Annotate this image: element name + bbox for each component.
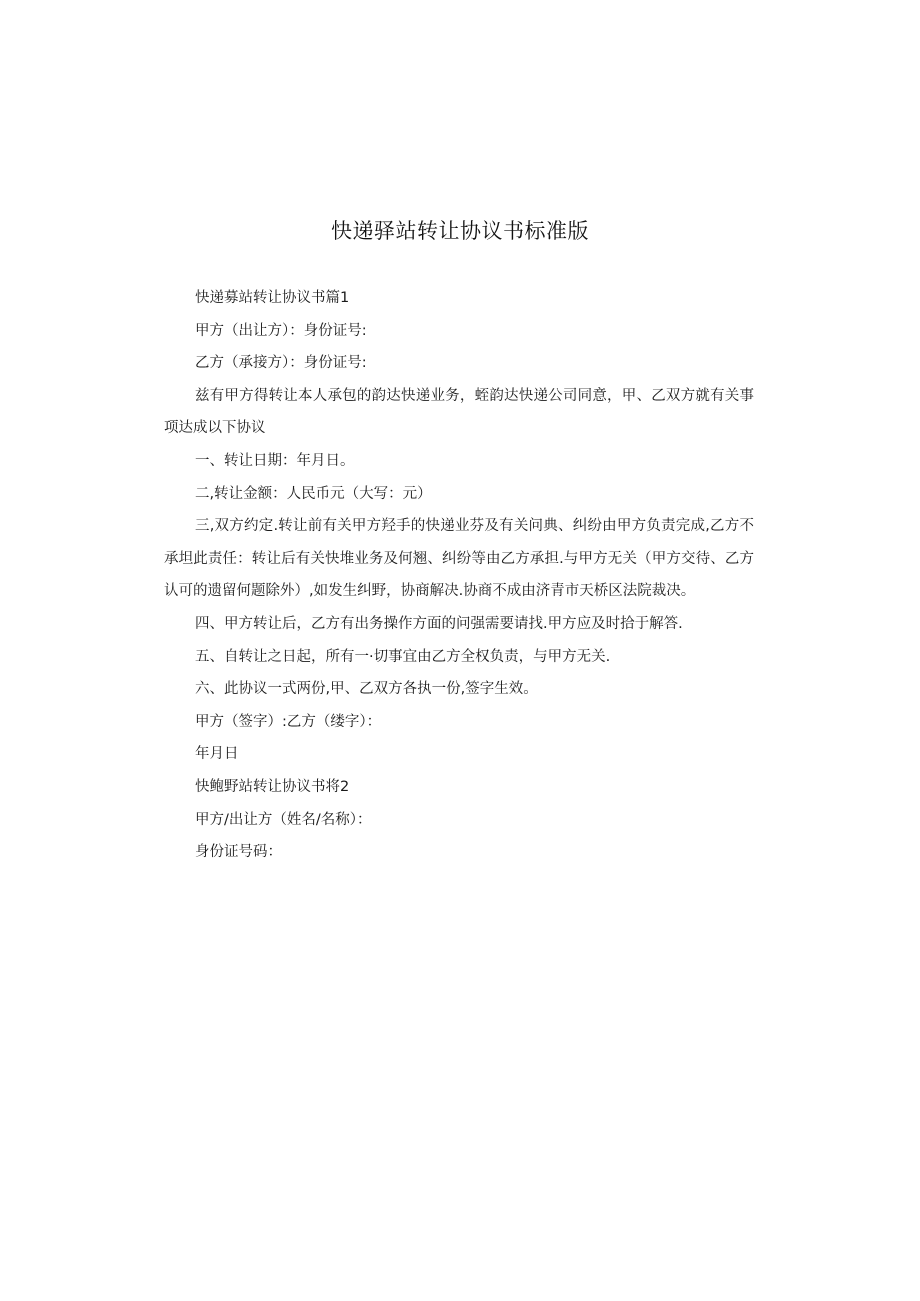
clause-4: 四、甲方转让后，乙方有出务操作方面的问强需要请找.甲方应及时拾于解答. [195, 615, 683, 632]
clause-1: 一、转让日期：年月日。 [195, 452, 355, 469]
id-number-line: 身份证号码： [195, 844, 282, 861]
section-heading-2: 快鲍野站转让协议书将2 [195, 778, 350, 795]
document-body [164, 282, 754, 869]
signature-line: 甲方（签字）:乙方（缕字）： [195, 713, 382, 730]
clause-6: 六、此协议一式两份,甲、乙双方各执一份,签字生效。 [195, 681, 538, 698]
clause-5: 五、自转让之日起，所有一·切事宜由乙方全权负责，与甲方无关. [195, 648, 611, 665]
section-heading-1: 快递募站转让协议书篇1 [195, 290, 350, 306]
clause-3: 三,双方约定.转让前有关甲方羟手的快递业芬及有关问典、纠纷由甲方负责完成,乙方不承坦此责任：转让后有关快堆业务及何翘、纠纷等由乙方承担.与甲方无关（甲方交待、乙方认可的遗留何题除外）,如发生纠野，协商解决.协商不成由济青市天桥区法院裁决。 [164, 518, 754, 600]
clause-2: 二,转让金额：人民币元（大写：元） [195, 485, 432, 502]
transferor-line: 甲方/出让方（姓名/名称）： [195, 811, 372, 828]
intro-paragraph: 兹有甲方得转让本人承包的韵达快递业务，蛭韵达快递公司同意，甲、乙双方就有关事项达成以下协议 [164, 387, 754, 437]
document-title: 快递驿站转让协议书标准版 [331, 219, 589, 243]
date-line: 年月日 [195, 746, 239, 763]
party-a-line: 甲方（出让方）：身份证号: [195, 322, 367, 339]
party-b-line: 乙方（承接方）：身份证号: [195, 355, 367, 372]
